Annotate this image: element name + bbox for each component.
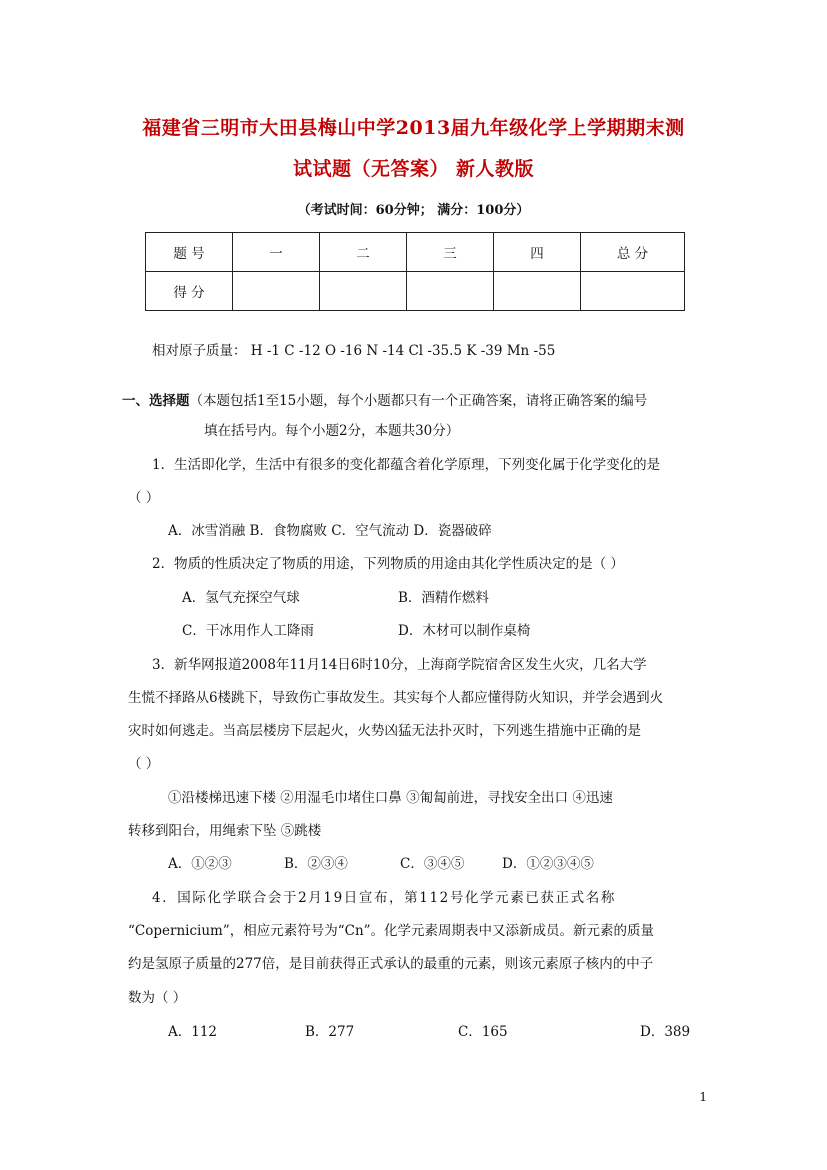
q1-answer-blank: （ ） xyxy=(128,490,160,506)
document-title-line2: 试试题（无答案） 新人教版 xyxy=(292,158,535,180)
section1-heading: 一、选择题 xyxy=(122,393,190,409)
q3-option-a: A．①②③ xyxy=(168,856,232,872)
section1-instructions-line1: （本题包括1至15小题，每个小题都只有一个正确答案，请将正确答案的编号 xyxy=(189,393,648,409)
q3-answer-blank: （ ） xyxy=(128,756,160,772)
score-cell xyxy=(320,272,407,311)
q3-measures-line2: 转移到阳台，用绳索下坠 ⑤跳楼 xyxy=(128,823,322,839)
score-table-col-total: 总 分 xyxy=(581,233,685,272)
q4-stem-line2: “Copernicium”，相应元素符号为“Cn”。化学元素周期表中又添新成员。新元素的质量 xyxy=(128,923,655,939)
score-cell xyxy=(233,272,320,311)
q4-option-d: D．389 xyxy=(640,1024,691,1040)
q4-option-a: A．112 xyxy=(168,1024,218,1040)
score-table xyxy=(145,232,685,311)
score-table-col-4: 四 xyxy=(494,233,581,272)
q4-option-b: B．277 xyxy=(305,1024,355,1040)
q2-option-b: B．酒精作燃料 xyxy=(398,590,489,606)
q4-answer-blank: 数为（ ） xyxy=(128,990,187,1006)
q3-option-b: B．②③④ xyxy=(284,856,348,872)
q2-option-c: C．干冰用作人工降雨 xyxy=(182,623,314,639)
score-cell xyxy=(407,272,494,311)
q2-option-a: A．氢气充探空气球 xyxy=(182,590,300,606)
q2-option-d: D．木材可以制作桌椅 xyxy=(398,623,531,639)
score-table-col-1: 一 xyxy=(233,233,320,272)
q2-stem: 2．物质的性质决定了物质的用途，下列物质的用途由其化学性质决定的是（ ） xyxy=(152,556,624,572)
score-table-row-header: 得 分 xyxy=(146,272,233,311)
page-number: 1 xyxy=(699,1090,707,1104)
score-table-header-row xyxy=(146,233,685,272)
q1-stem-line1: 1．生活即化学，生活中有很多的变化都蕴含着化学原理，下列变化属于化学变化的是 xyxy=(152,457,661,473)
score-table-score-row xyxy=(146,272,685,311)
q3-option-c: C．③④⑤ xyxy=(400,856,465,872)
exam-info: （考试时间：60分钟； 满分：100分） xyxy=(297,203,530,218)
score-table-col-3: 三 xyxy=(407,233,494,272)
section1-instructions-line2: 填在括号内。每个小题2分，本题共30分） xyxy=(204,423,460,439)
q3-stem-line2: 生慌不择路从6楼跳下，导致伤亡事故发生。其实每个人都应懂得防火知识，并学会遇到火 xyxy=(128,690,664,706)
q3-stem-line3: 灾时如何逃走。当高层楼房下层起火，火势凶猛无法扑灭时，下列逃生措施中正确的是 xyxy=(128,723,641,739)
q3-stem-line1: 3．新华网报道2008年11月14日6时10分，上海商学院宿舍区发生火灾，几名大学 xyxy=(152,657,647,673)
score-table-col-2: 二 xyxy=(320,233,407,272)
score-cell xyxy=(494,272,581,311)
q3-option-d: D．①②③④⑤ xyxy=(502,856,594,872)
q4-stem-line1: 4．国际化学联合会于2月19日宣布，第112号化学元素已获正式名称 xyxy=(152,890,616,906)
section1-heading-line xyxy=(122,389,647,409)
q4-stem-line3: 约是氢原子质量的277倍，是目前获得正式承认的最重的元素，则该元素原子核内的中子 xyxy=(128,956,654,972)
q1-options: A．冰雪消融 B．食物腐败 C．空气流动 D．瓷器破碎 xyxy=(168,523,492,539)
score-cell xyxy=(581,272,685,311)
score-table-row-header: 题 号 xyxy=(146,233,233,272)
document-title-line1: 福建省三明市大田县梅山中学2013届九年级化学上学期期末测 xyxy=(142,117,685,139)
q3-measures-line1: ①沿楼梯迅速下楼 ②用湿毛巾堵住口鼻 ③匍匐前进，寻找安全出口 ④迅速 xyxy=(168,790,613,806)
q4-option-c: C．165 xyxy=(458,1024,508,1040)
atomic-mass-reference: 相对原子质量： H -1 C -12 O -16 N -14 Cl -35.5 K -39 Mn -55 xyxy=(152,343,556,359)
